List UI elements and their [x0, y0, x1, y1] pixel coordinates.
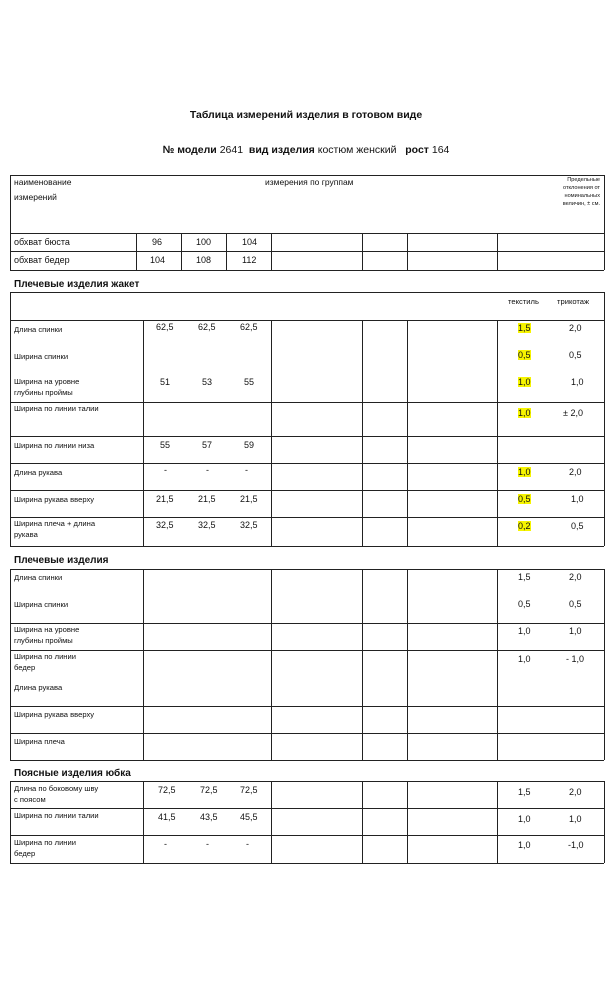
jacket-row-label: Ширина по линии низа	[14, 441, 95, 450]
shoulder-row-label: Ширина спинки	[14, 600, 69, 609]
jacket-row-label: Ширина спинки	[14, 352, 69, 361]
jacket-textile: 0,2	[518, 521, 531, 531]
jacket-value: 21,5	[198, 494, 216, 504]
skirt-value: 41,5	[158, 812, 176, 822]
jacket-value: 55	[160, 440, 171, 450]
jacket-knit: 2,0	[569, 323, 582, 333]
skirt-value: 43,5	[200, 812, 218, 822]
skirt-knit: -1,0	[568, 840, 584, 850]
skirt-knit: 2,0	[569, 787, 582, 797]
skirt-value: -	[164, 839, 167, 849]
header-name-line1: наименование	[14, 177, 72, 187]
jacket-value: 21,5	[240, 494, 258, 504]
section-shoulder-title: Плечевые изделия	[14, 555, 109, 566]
jacket-row-label: Ширина на уровне глубины проймы	[14, 377, 80, 397]
jacket-textile: 1,0	[518, 467, 531, 477]
type-value: костюм женский	[317, 144, 397, 156]
document-title: Таблица измерений изделия в готовом виде	[189, 109, 423, 121]
jacket-value: 57	[202, 440, 213, 450]
jacket-knit: 0,5	[571, 521, 584, 531]
jacket-value: 32,5	[240, 520, 258, 530]
jacket-knit: 0,5	[569, 350, 582, 360]
jacket-textile: 0,5	[518, 350, 531, 360]
jacket-knit: 2,0	[569, 467, 582, 477]
shoulder-row-label: Ширина на уровне глубины проймы	[14, 625, 80, 645]
hips-value-2: 108	[196, 255, 212, 265]
jacket-knit: 1,0	[571, 494, 584, 504]
shoulder-row-label: Ширина плеча	[14, 737, 65, 746]
header-tolerance-3: номинальных	[564, 193, 600, 199]
jacket-value: 62,5	[240, 322, 258, 332]
skirt-textile: 1,5	[518, 787, 531, 797]
section-jacket-title: Плечевые изделия жакет	[14, 279, 140, 290]
skirt-textile: 1,0	[518, 814, 531, 824]
model-label: № модели	[162, 144, 217, 156]
type-label: вид изделия	[248, 144, 315, 156]
jacket-value: 59	[244, 440, 255, 450]
skirt-knit: 1,0	[569, 814, 582, 824]
jacket-value: -	[206, 465, 209, 475]
jacket-value: -	[164, 465, 167, 475]
jacket-textile: 1,5	[518, 323, 531, 333]
jacket-value: -	[245, 465, 248, 475]
skirt-value: -	[246, 839, 249, 849]
header-tolerance-1: Предельные	[567, 177, 600, 183]
jacket-value: 32,5	[198, 520, 216, 530]
header-groups: измерения по группам	[265, 177, 354, 187]
jacket-row-label: Ширина плеча + длина рукава	[14, 519, 96, 539]
hips-value-1: 104	[150, 255, 166, 265]
col-textile: текстиль	[508, 297, 539, 306]
skirt-value: 72,5	[158, 785, 176, 795]
skirt-row-label: Ширина по линии талии	[14, 811, 99, 820]
shoulder-knit: - 1,0	[566, 654, 585, 664]
skirt-value: 45,5	[240, 812, 258, 822]
shoulder-textile: 1,0	[518, 654, 531, 664]
jacket-textile: 1,0	[518, 408, 531, 418]
shoulder-knit: 1,0	[569, 626, 582, 636]
bust-value-2: 100	[196, 237, 212, 247]
jacket-value: 55	[244, 377, 255, 387]
header-tolerance-4: величин, ± см.	[562, 201, 600, 207]
bust-value-1: 96	[152, 237, 163, 247]
skirt-row-label: Длина по боковому шву с поясом	[14, 784, 99, 804]
jacket-value: 51	[160, 377, 171, 387]
jacket-value: 32,5	[156, 520, 174, 530]
skirt-value: 72,5	[240, 785, 258, 795]
shoulder-textile: 1,5	[518, 572, 531, 582]
jacket-row-label: Длина спинки	[14, 325, 63, 334]
header-name-line2: измерений	[14, 192, 57, 202]
col-knit: трикотаж	[557, 297, 590, 306]
shoulder-row-label: Длина спинки	[14, 573, 63, 582]
jacket-row-label: Ширина по линии талии	[14, 404, 99, 413]
jacket-value: 62,5	[156, 322, 174, 332]
skirt-row-label: Ширина по линии бедер	[14, 838, 76, 858]
height-value: 164	[431, 144, 450, 156]
shoulder-row-label: Ширина рукава вверху	[14, 710, 95, 719]
hips-value-3: 112	[242, 255, 257, 265]
bust-label: обхват бюста	[14, 237, 70, 247]
shoulder-row-label: Длина рукава	[14, 683, 63, 692]
jacket-row-label: Длина рукава	[14, 468, 63, 477]
section-skirt-title: Поясные изделия юбка	[14, 768, 131, 779]
shoulder-textile: 0,5	[518, 599, 531, 609]
header-tolerance-2: отклонения от	[562, 185, 600, 191]
jacket-row-label: Ширина рукава вверху	[14, 495, 95, 504]
bust-value-3: 104	[242, 237, 258, 247]
skirt-textile: 1,0	[518, 840, 531, 850]
jacket-value: 62,5	[198, 322, 216, 332]
shoulder-knit: 2,0	[569, 572, 582, 582]
jacket-textile: 1,0	[518, 377, 531, 387]
jacket-knit: 1,0	[571, 377, 584, 387]
shoulder-row-label: Ширина по линии бедер	[14, 652, 76, 672]
skirt-value: -	[206, 839, 209, 849]
model-value: 2641	[219, 144, 244, 156]
shoulder-textile: 1,0	[518, 626, 531, 636]
shoulder-knit: 0,5	[569, 599, 582, 609]
height-label: рост	[405, 144, 429, 156]
jacket-value: 53	[202, 377, 213, 387]
hips-label: обхват бедер	[14, 255, 70, 265]
jacket-knit: ± 2,0	[563, 408, 583, 418]
document-subtitle	[0, 144, 612, 156]
jacket-value: 21,5	[156, 494, 174, 504]
jacket-textile: 0,5	[518, 494, 531, 504]
skirt-value: 72,5	[200, 785, 218, 795]
